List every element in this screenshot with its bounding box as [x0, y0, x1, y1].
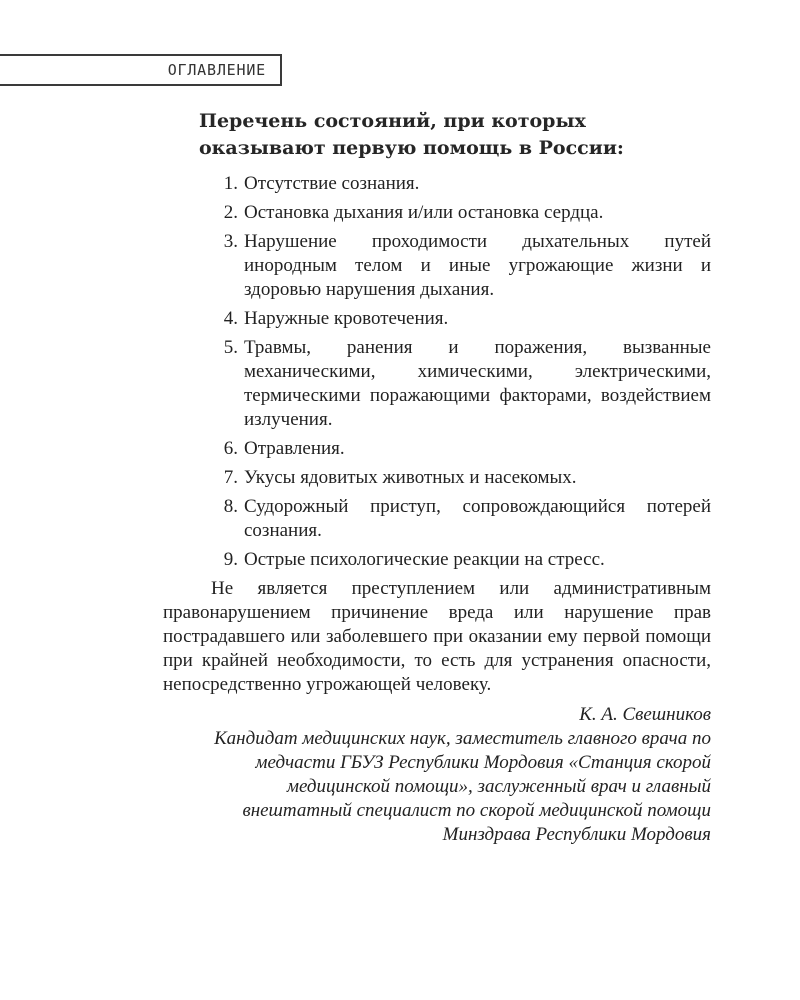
list-item-text: Укусы ядовитых животных и насекомых. — [244, 467, 577, 488]
list-item — [163, 201, 711, 225]
list-item-number: 5. — [223, 337, 238, 358]
list-item-text: Острые психологические реакции на стресс. — [244, 549, 605, 570]
list-item-text: Остановка дыхания и/или остановка сердца. — [244, 202, 604, 223]
author-title: Кандидат медицинских наук, заместитель главного врача по медчасти ГБУЗ Республики Мордовия «Станция скорой медицинской помощи», заслуженный врач и главный внештатный специалист по скорой медицинской помощи Минздрава Республики Мордовия — [214, 728, 711, 845]
section-heading — [199, 108, 711, 162]
list-item — [163, 336, 711, 432]
list-item-number: 9. — [223, 549, 238, 570]
list-item-number: 1. — [223, 173, 238, 194]
heading-line-1: Перечень состояний, при которых — [199, 110, 586, 132]
list-item-text: Наружные кровотечения. — [244, 308, 449, 329]
list-item-text: Отсутствие сознания. — [244, 173, 420, 194]
author-signature — [163, 703, 711, 847]
list-item-text: Нарушение проходимости дыхательных путей инородным телом и иные угрожающие жизни и здоровью нарушения дыхания. — [244, 231, 711, 300]
list-item-number: 6. — [223, 438, 238, 459]
author-name: К. А. Свешников — [579, 704, 711, 725]
table-of-contents-link[interactable] — [0, 54, 282, 86]
list-item-number: 4. — [223, 308, 238, 329]
legal-note-paragraph: Не является преступлением или административным правонарушением причинение вреда или нарушение прав пострадавшего или заболевшего при оказании ему первой помощи при крайней необходимости, то есть для устранения опасности, непосредственно угрожающей человеку. — [163, 578, 711, 695]
list-item — [163, 230, 711, 302]
page-content — [163, 108, 711, 847]
list-item-text: Судорожный приступ, сопровождающийся потерей сознания. — [244, 496, 711, 541]
list-item-number: 2. — [223, 202, 238, 223]
list-item — [163, 466, 711, 490]
list-item — [163, 495, 711, 543]
conditions-list — [163, 172, 711, 572]
list-item — [163, 307, 711, 331]
list-item — [163, 172, 711, 196]
list-item — [163, 548, 711, 572]
list-item-number: 7. — [223, 467, 238, 488]
list-item-text: Травмы, ранения и поражения, вызванные механическими, химическими, электрическими, термическими поражающими факторами, воздействием излучения. — [244, 337, 711, 430]
list-item-number: 8. — [223, 496, 238, 517]
list-item — [163, 437, 711, 461]
toc-label: ОГЛАВЛЕНИЕ — [167, 61, 266, 79]
heading-line-2: оказывают первую помощь в России: — [199, 137, 624, 159]
list-item-text: Отравления. — [244, 438, 345, 459]
list-item-number: 3. — [223, 231, 238, 252]
